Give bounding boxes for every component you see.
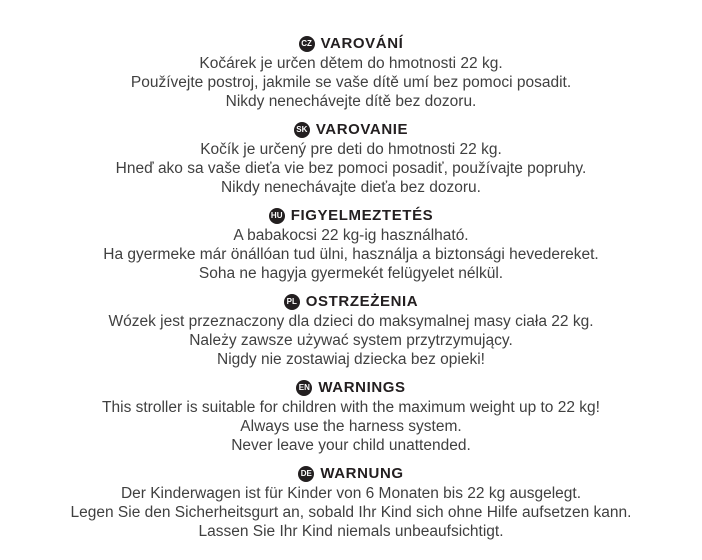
lang-badge-hu-icon: HU	[269, 208, 285, 224]
warning-line: A babakocsi 22 kg-ig használható.	[233, 227, 469, 244]
warning-section-cz	[0, 34, 702, 111]
warning-line: Ha gyermeke már önállóan tud ülni, használja a biztonsági hevedereket.	[103, 246, 599, 263]
section-title: OSTRZEŻENIA	[305, 293, 419, 310]
section-heading-pl	[0, 292, 702, 311]
warning-line: Hneď ako sa vaše dieťa vie bez pomoci posadiť, používajte popruhy.	[115, 160, 587, 177]
warning-line: Wózek jest przeznaczony dla dzieci do maksymalnej masy ciała 22 kg.	[108, 313, 594, 330]
warning-line: Never leave your child unattended.	[231, 437, 471, 454]
lang-badge-sk-icon: SK	[294, 122, 310, 138]
section-heading-hu	[0, 206, 702, 225]
warning-line: Používejte postroj, jakmile se vaše dítě umí bez pomoci posadit.	[130, 74, 572, 91]
warning-line: Always use the harness system.	[240, 418, 462, 435]
warning-line: Kočík je určený pre deti do hmotnosti 22 kg.	[200, 141, 502, 158]
section-title: VAROVANIE	[315, 121, 409, 138]
section-title: VAROVÁNÍ	[320, 35, 404, 52]
section-heading-sk	[0, 120, 702, 139]
warning-section-de	[0, 464, 702, 541]
warning-line: Należy zawsze używać system przytrzymujący.	[189, 332, 513, 349]
warning-line: Nigdy nie zostawiaj dziecka bez opieki!	[217, 351, 485, 368]
warning-section-sk	[0, 120, 702, 197]
warning-section-hu	[0, 206, 702, 283]
section-title: FIGYELMEZTETÉS	[290, 207, 434, 224]
lang-badge-cz-icon: CZ	[299, 36, 315, 52]
warning-line: Lassen Sie Ihr Kind niemals unbeaufsichtigt.	[198, 523, 504, 540]
warning-line: Nikdy nenechávajte dieťa bez dozoru.	[220, 179, 481, 196]
warning-line: Legen Sie den Sicherheitsgurt an, sobald Ihr Kind sich ohne Hilfe aufsetzen kann.	[70, 504, 632, 521]
lang-badge-en-icon: EN	[296, 380, 312, 396]
section-title: WARNUNG	[320, 465, 404, 482]
section-heading-cz	[0, 34, 702, 53]
warning-line: Kočárek je určen dětem do hmotnosti 22 kg.	[199, 55, 503, 72]
warning-line: Soha ne hagyja gyermekét felügyelet nélkül.	[198, 265, 504, 282]
lang-badge-pl-icon: PL	[284, 294, 300, 310]
warning-section-pl	[0, 292, 702, 369]
warning-line: This stroller is suitable for children with the maximum weight up to 22 kg!	[102, 399, 600, 416]
section-heading-en	[0, 378, 702, 397]
warning-line: Nikdy nenechávejte dítě bez dozoru.	[225, 93, 477, 110]
warning-section-en	[0, 378, 702, 455]
section-title: WARNINGS	[318, 379, 406, 396]
lang-badge-de-icon: DE	[298, 466, 314, 482]
section-heading-de	[0, 464, 702, 483]
warning-line: Der Kinderwagen ist für Kinder von 6 Monaten bis 22 kg ausgelegt.	[120, 485, 582, 502]
